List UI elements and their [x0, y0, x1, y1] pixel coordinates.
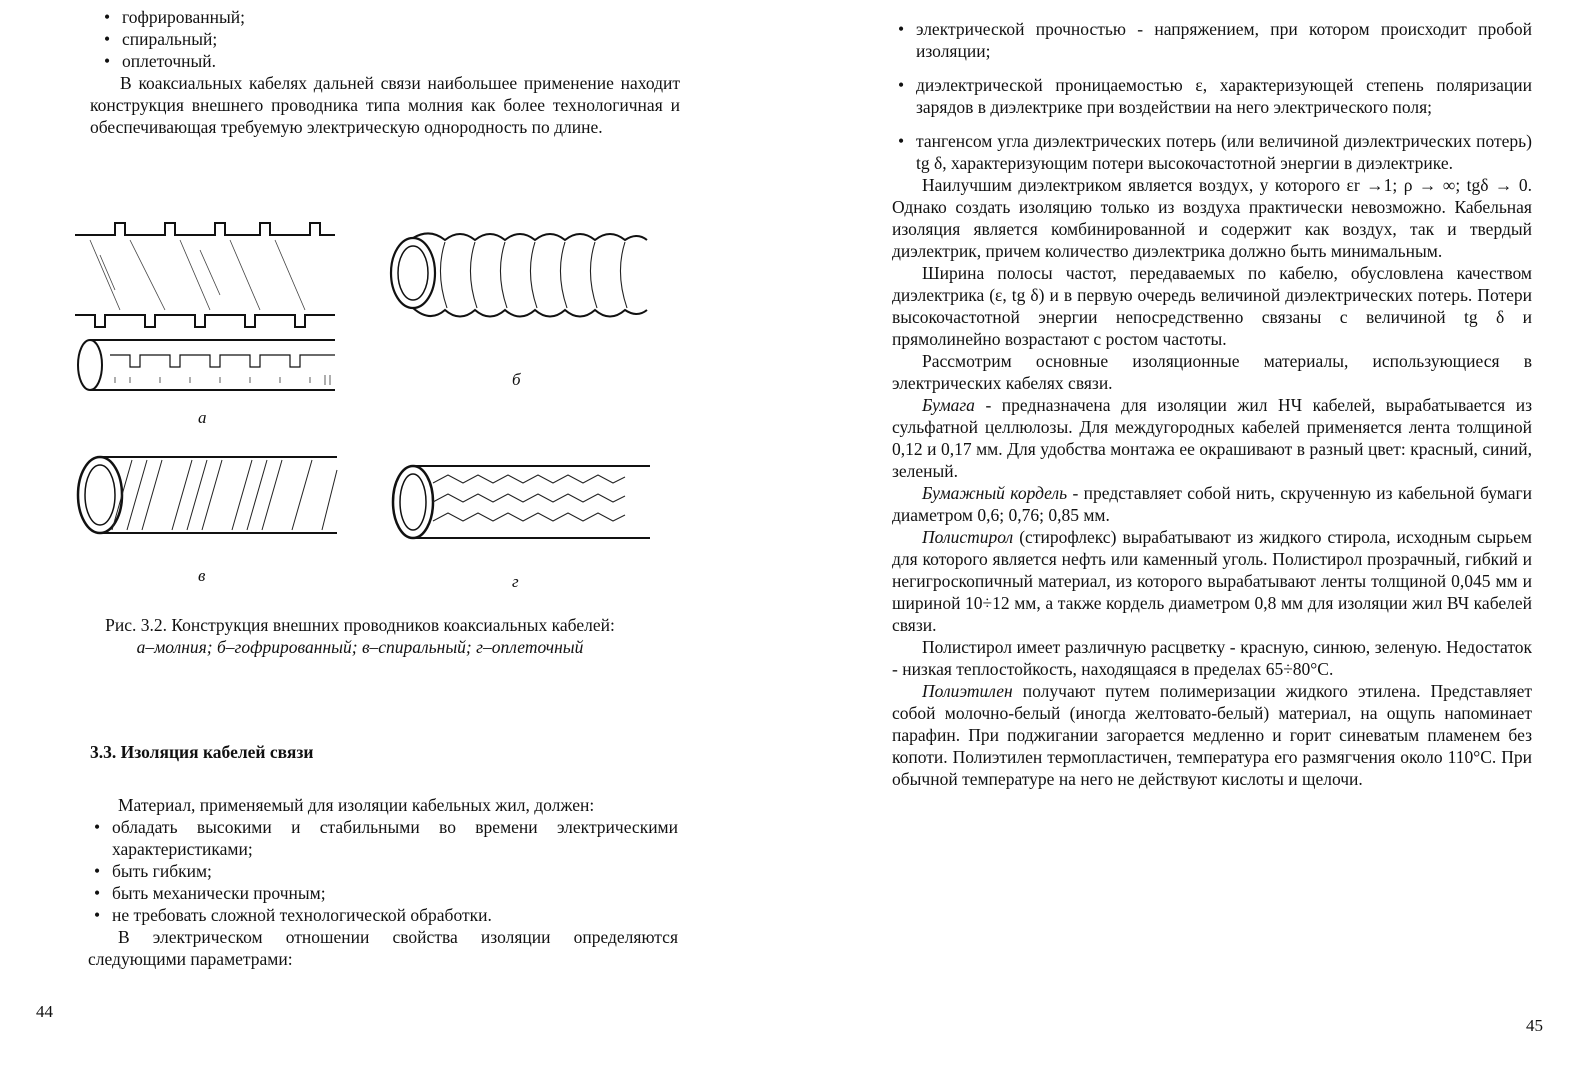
term: Полиэтилен	[922, 681, 1013, 701]
closing-paragraph: В электрическом отношении свойства изоляции определяются следующими параметрами:	[88, 927, 678, 969]
right-page	[792, 0, 1584, 1088]
figure-a-lightning-conductor	[70, 215, 340, 405]
figure-caption	[40, 614, 680, 658]
figure-caption-main: Рис. 3.2. Конструкция внешних проводников коаксиальных кабелей:	[105, 615, 615, 635]
figure-label-d: г	[512, 572, 519, 591]
paragraph: Рассмотрим основные изоляционные материалы, использующиеся в электрических кабелях связи.	[892, 351, 1532, 393]
figure-c-spiral-conductor	[72, 450, 342, 545]
intro-paragraph: В коаксиальных кабелях дальней связи наибольшее применение находит конструкция внешнего проводника типа молния как более технологичная и обеспечивающая требуемую электрическую однородность по длине.	[90, 73, 680, 137]
page-number-left: 44	[36, 1002, 53, 1021]
material-polystyrene	[892, 526, 1532, 636]
figure-d-braided-conductor	[388, 458, 653, 548]
term: Полистирол	[922, 527, 1014, 547]
material-polyethylene	[892, 680, 1532, 790]
page-number-right: 45	[1526, 1016, 1543, 1035]
list-item: • обладать высокими и стабильными во времени электрическими характеристиками;	[88, 816, 678, 860]
definition: - предназначена для изоляции жил НЧ кабелей, вырабатывается из сульфатной целлюлозы. Для междугородных кабелей применяется лента толщиной 0,12 и 0,17 мм. Для удобства монтажа ее окрашивают в разный цвет: красный, синий, зеленый.	[892, 395, 1532, 481]
insulation-requirements	[88, 794, 678, 970]
conductor-types-list	[98, 6, 680, 72]
definition: - представляет собой нить, скрученную из кабельной бумаги диаметром 0,6; 0,76; 0,85 мм.	[892, 483, 1533, 525]
requirements-intro: Материал, применяемый для изоляции кабельных жил, должен:	[118, 795, 595, 815]
figure-caption-sub: а–молния; б–гофрированный; в–спиральный; г–оплеточный	[136, 637, 584, 657]
list-item: • быть механически прочным;	[88, 882, 678, 904]
right-body-text	[892, 18, 1532, 790]
param-item: • диэлектрической проницаемостью ε, характеризующей степень поляризации зарядов в диэлектрике при воздействии на него электрического поля;	[892, 74, 1532, 118]
list-item: • гофрированный;	[98, 6, 680, 28]
left-top-text	[90, 6, 680, 138]
list-item: • оплеточный.	[98, 50, 680, 72]
figure-label-b: б	[512, 370, 521, 389]
material-paper	[892, 394, 1532, 482]
param-item: • электрической прочностью - напряжением, при котором происходит пробой изоляции;	[892, 18, 1532, 62]
definition: (стирофлекс) вырабатывают из жидкого стирола, исходным сырьем для которого является нефть или каменный уголь. Полистирол прозрачный, гибкий и негигроскопичный материал, из которого вырабатывают ленты толщиной 0,045 мм и шириной 10÷12 мм, а также кордель диаметром 0,8 мм для изоляции жил ВЧ кабелей связи.	[892, 527, 1532, 635]
paragraph: Наилучшим диэлектриком является воздух, у которого εr →1; ρ → ∞; tgδ → 0. Однако создать изоляцию только из воздуха практически невозможно. Кабельная изоляция является комбинированной и содержит как воздух, так и твердый диэлектрик, причем количество диэлектрика должно быть минимальным.	[892, 175, 1532, 261]
term: Бумага	[922, 395, 975, 415]
param-item: • тангенсом угла диэлектрических потерь (или величиной диэлектрических потерь) tg δ, характеризующим потери высокочастотной энергии в диэлектрике.	[892, 130, 1532, 174]
figure-b-corrugated-conductor	[385, 228, 650, 338]
section-heading: 3.3. Изоляция кабелей связи	[90, 742, 314, 762]
polystyrene-colors: Полистирол имеет различную расцветку - красную, синюю, зеленую. Недостаток - низкая теплостойкость, находящаяся в пределах 65÷80°С.	[892, 637, 1532, 679]
list-item: • быть гибким;	[88, 860, 678, 882]
paragraph: Ширина полосы частот, передаваемых по кабелю, обусловлена качеством диэлектрика (ε, tg δ) и в первую очередь величиной диэлектрических потерь. Потери высокочастотной энергии непосредственно связаны с величиной tg δ и прямолинейно возрастают с ростом частоты.	[892, 263, 1532, 349]
term: Бумажный кордель	[922, 483, 1068, 503]
definition: получают путем полимеризации жидкого этилена. Представляет собой молочно-белый (иногда желтовато-белый) материал, на ощупь напоминает парафин. При поджигании загорается медленно и горит синеватым пламенем без копоти. Полиэтилен термопластичен, температура его размягчения около 110°С. При обычной температуре на него не действуют кислоты и щелочи.	[892, 681, 1532, 789]
list-item: • спиральный;	[98, 28, 680, 50]
figure-label-a: а	[198, 408, 207, 427]
figure-label-c: в	[198, 566, 206, 585]
material-paper-cord	[892, 482, 1532, 526]
list-item: • не требовать сложной технологической обработки.	[88, 904, 678, 926]
